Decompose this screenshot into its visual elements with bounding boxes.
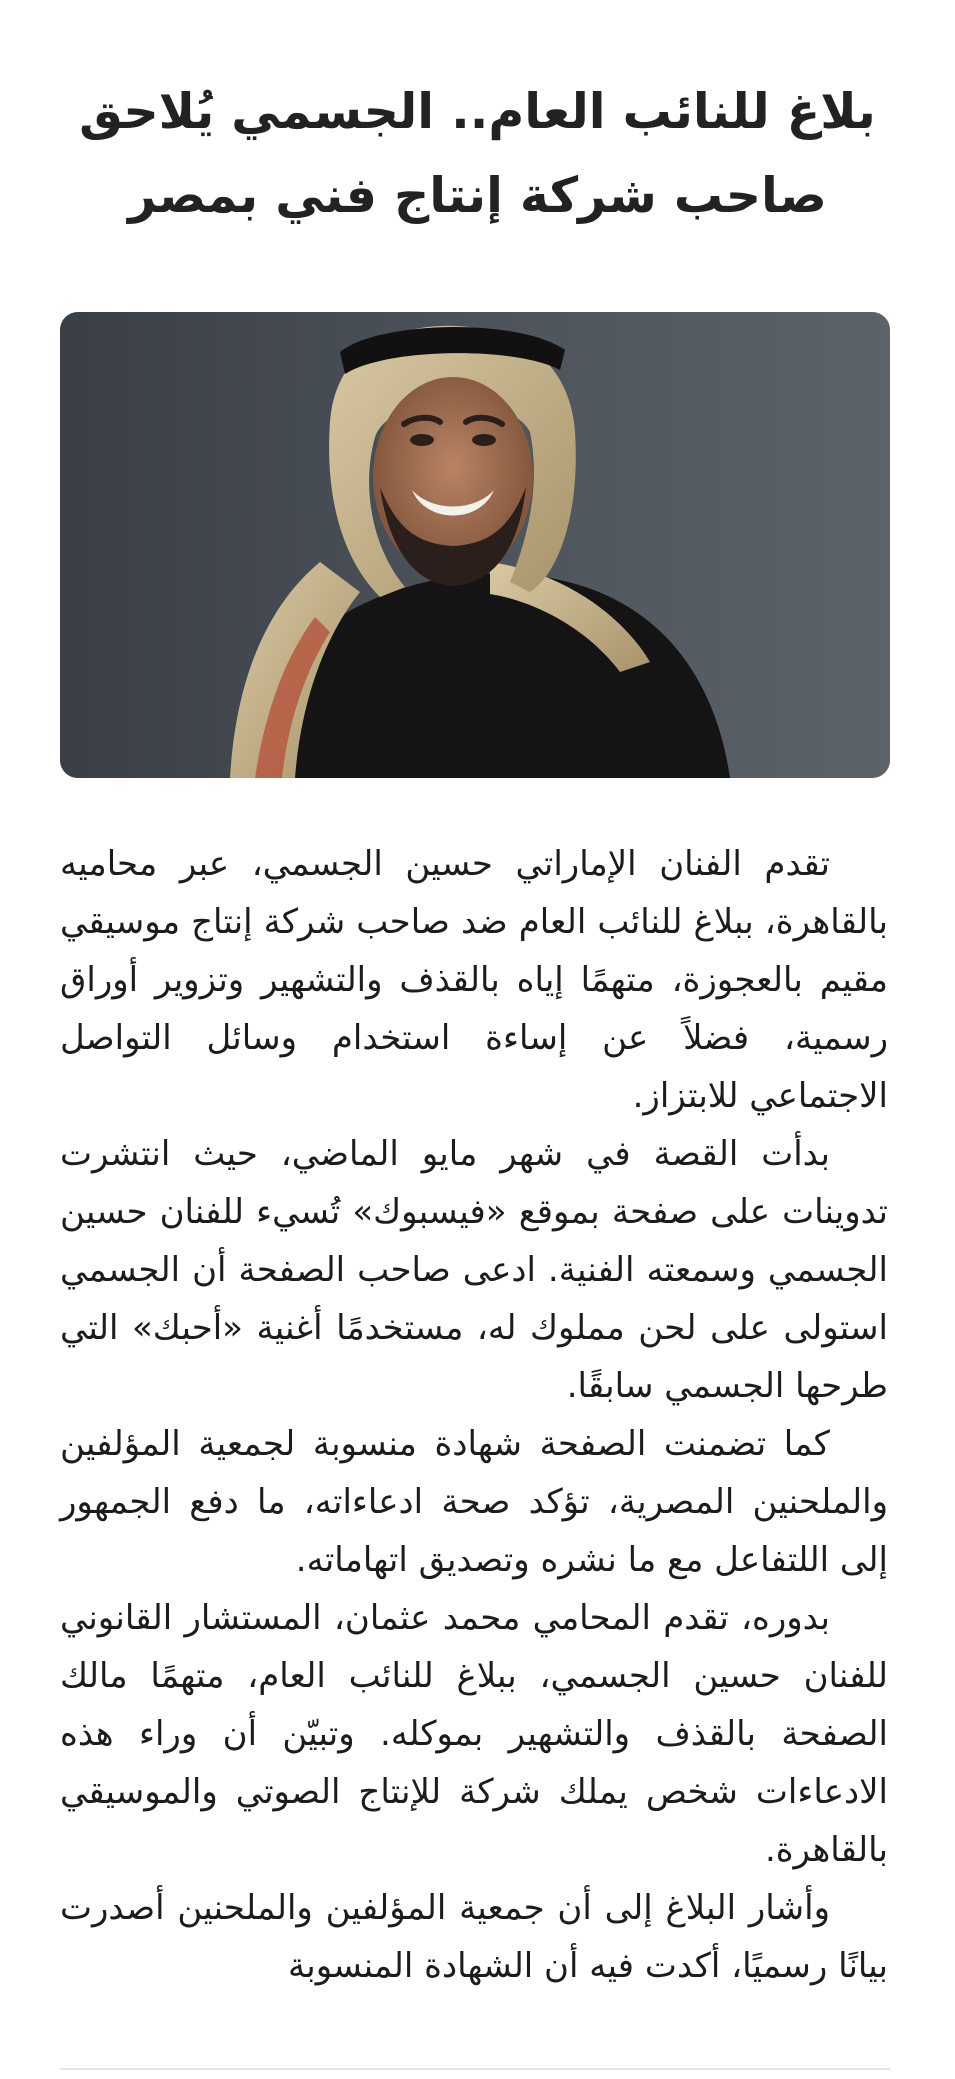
article-headline <box>60 70 895 238</box>
article-paragraph: بدوره، تقدم المحامي محمد عثمان، المستشار القانوني للفنان حسين الجسمي، ببلاغ للنائب العام، متهمًا مالك الصفحة بالقذف والتشهير بموكله. وتبيّن أن وراء هذه الادعاءات شخص يملك شركة للإنتاج الصوتي والموسيقي بالقاهرة. <box>60 1598 888 1870</box>
headline-line-1: بلاغ للنائب العام.. الجسمي يُلاحق <box>79 83 876 140</box>
article-paragraph: بدأت القصة في شهر مايو الماضي، حيث انتشرت تدوينات على صفحة بموقع «فيسبوك» تُسيء للفنان حسين الجسمي وسمعته الفنية. ادعى صاحب الصفحة أن الجسمي استولى على لحن مملوك له، مستخدمًا أغنية «أحبك» التي طرحها الجسمي سابقًا. <box>60 1134 888 1406</box>
headline-line-2: صاحب شركة إنتاج فني بمصر <box>128 167 827 224</box>
divider <box>60 2068 890 2070</box>
article-body <box>60 835 888 1995</box>
article-photo <box>60 312 890 778</box>
article-paragraph: وأشار البلاغ إلى أن جمعية المؤلفين والملحنين أصدرت بيانًا رسميًا، أكدت فيه أن الشهادة المنسوبة <box>60 1888 888 1986</box>
article-paragraph: تقدم الفنان الإماراتي حسين الجسمي، عبر محاميه بالقاهرة، ببلاغ للنائب العام ضد صاحب شركة إنتاج موسيقي مقيم بالعجوزة، متهمًا إياه بالقذف والتشهير وتزوير أوراق رسمية، فضلاً عن إساءة استخدام وسائل التواصل الاجتماعي للابتزاز. <box>60 844 888 1116</box>
article-paragraph: كما تضمنت الصفحة شهادة منسوبة لجمعية المؤلفين والملحنين المصرية، تؤكد صحة ادعاءاته، ما دفع الجمهور إلى اللتفاعل مع ما نشره وتصديق اتهاماته. <box>60 1424 888 1580</box>
